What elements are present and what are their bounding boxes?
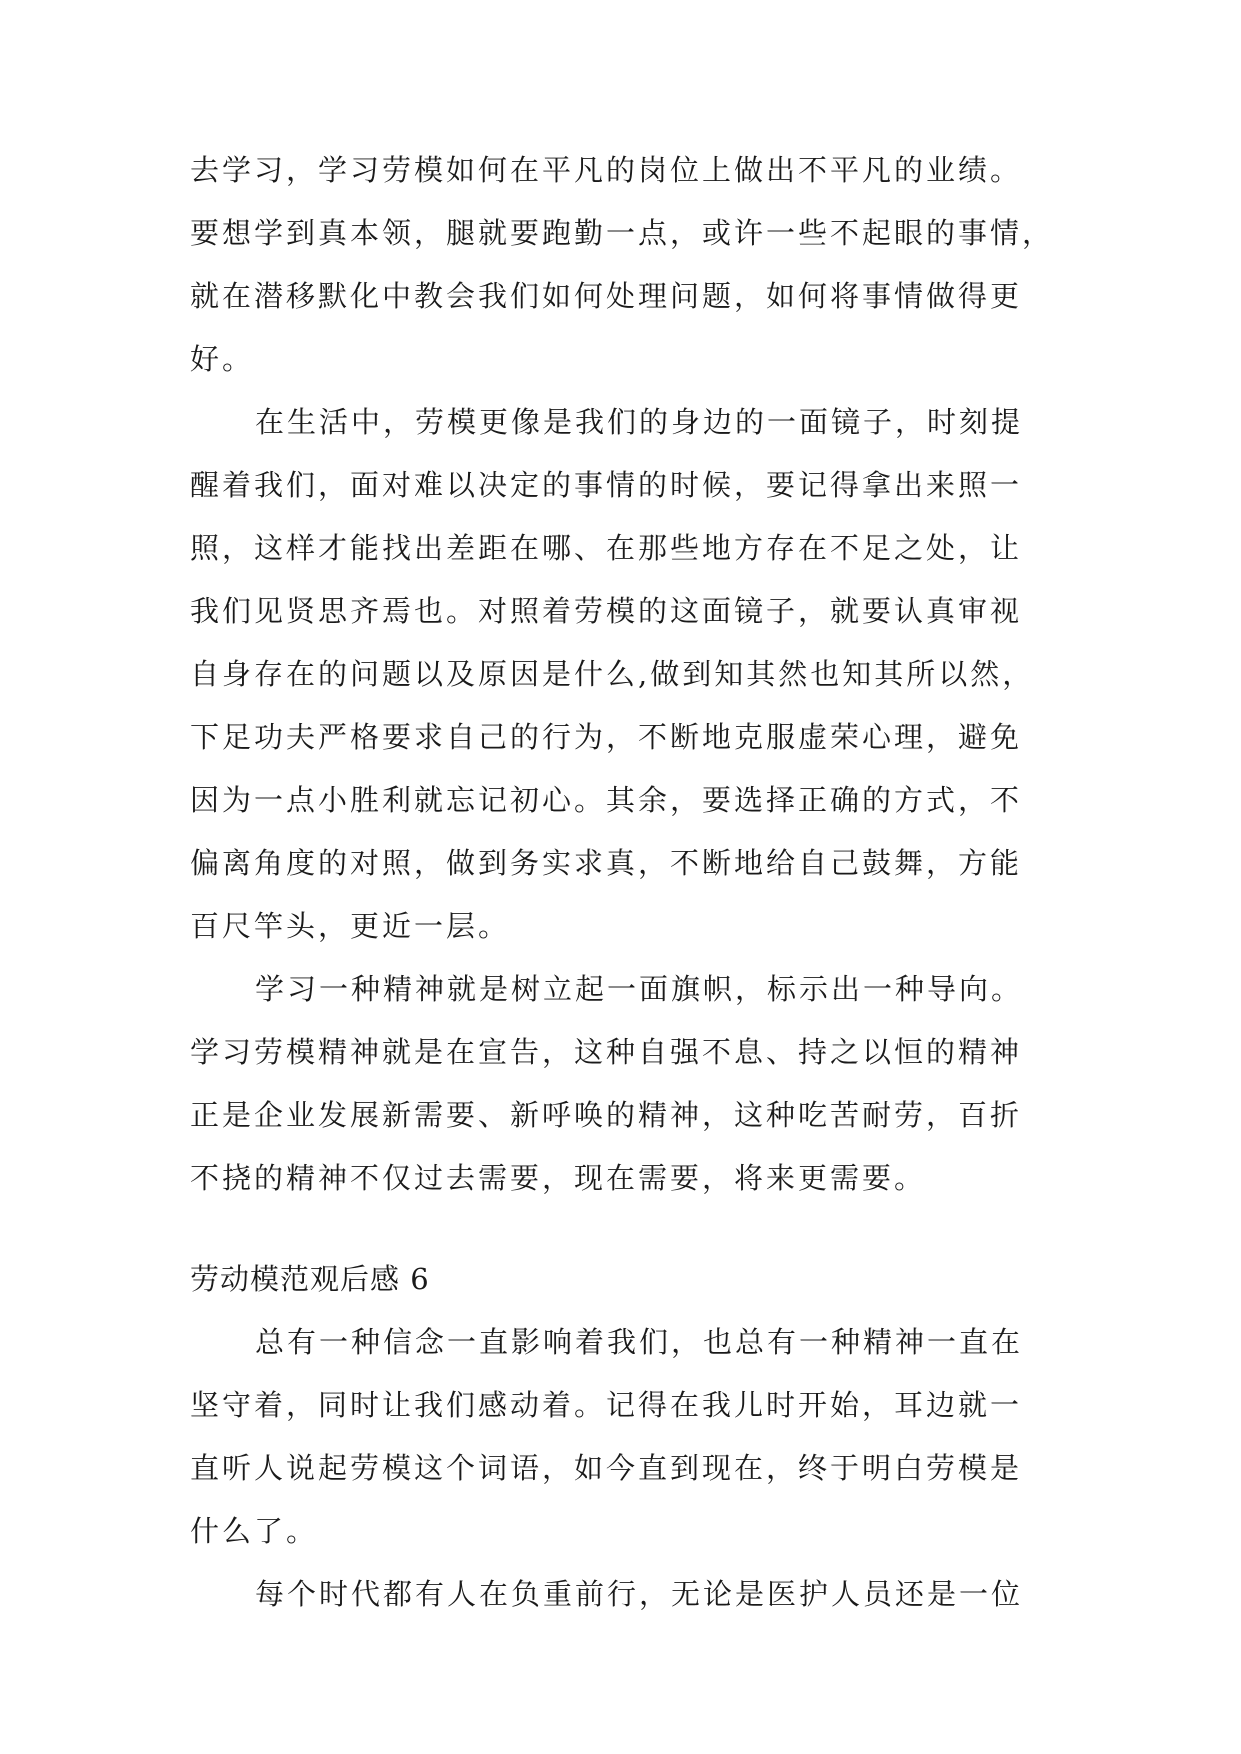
paragraph-line: 照，这样才能找出差距在哪、在那些地方存在不足之处，让 [190,531,1023,565]
section-heading: 劳动模范观后感 6 [190,1262,430,1296]
paragraph-line: 直听人说起劳模这个词语，如今直到现在，终于明白劳模是 [190,1451,1023,1485]
paragraph-line: 不挠的精神不仅过去需要，现在需要，将来更需要。 [190,1161,927,1195]
paragraph-line: 因为一点小胜利就忘记初心。其余，要选择正确的方式，不 [190,783,1023,817]
paragraph-line: 醒着我们，面对难以决定的事情的时候，要记得拿出来照一 [190,468,1023,502]
paragraph-line: 要想学到真本领，腿就要跑勤一点，或许一些不起眼的事情， [190,216,1055,250]
paragraph-line: 自身存在的问题以及原因是什么,做到知其然也知其所以然， [190,657,1035,691]
paragraph-line: 在生活中，劳模更像是我们的身边的一面镜子，时刻提 [255,405,1024,439]
paragraph-line: 坚守着，同时让我们感动着。记得在我儿时开始，耳边就一 [190,1388,1023,1422]
paragraph-line: 学习劳模精神就是在宣告，这种自强不息、持之以恒的精神 [190,1035,1023,1069]
paragraph-line: 下足功夫严格要求自己的行为，不断地克服虚荣心理，避免 [190,720,1023,754]
paragraph-line: 好。 [190,342,255,376]
paragraph-line: 我们见贤思齐焉也。对照着劳模的这面镜子，就要认真审视 [190,594,1023,628]
paragraph-line: 每个时代都有人在负重前行，无论是医护人员还是一位 [255,1577,1024,1611]
paragraph-line: 总有一种信念一直影响着我们，也总有一种精神一直在 [255,1325,1024,1359]
paragraph-line: 去学习，学习劳模如何在平凡的岗位上做出不平凡的业绩。 [190,153,1023,187]
paragraph-line: 偏离角度的对照，做到务实求真，不断地给自己鼓舞，方能 [190,846,1023,880]
paragraph-line: 百尺竿头，更近一层。 [190,909,511,943]
paragraph-line: 学习一种精神就是树立起一面旗帜，标示出一种导向。 [255,972,1024,1006]
paragraph-line: 正是企业发展新需要、新呼唤的精神，这种吃苦耐劳，百折 [190,1098,1023,1132]
paragraph-line: 就在潜移默化中教会我们如何处理问题，如何将事情做得更 [190,279,1023,313]
paragraph-line: 什么了。 [190,1514,319,1548]
